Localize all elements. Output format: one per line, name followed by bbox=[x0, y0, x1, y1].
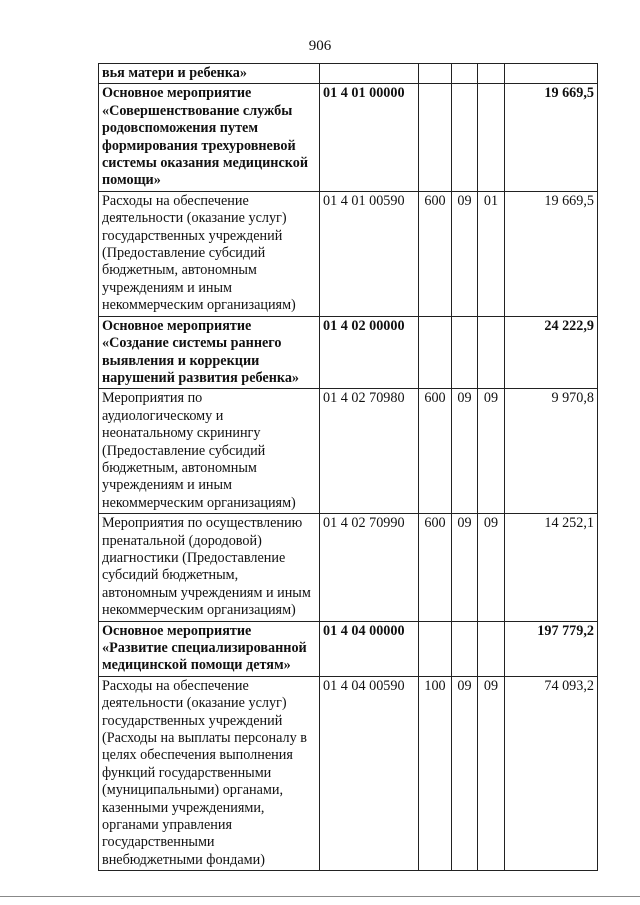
row-subsection-cell: 09 bbox=[478, 389, 505, 514]
row-code-cell: 01 4 02 70990 bbox=[320, 514, 419, 621]
table-row bbox=[99, 621, 598, 676]
row-expense-type-cell: 600 bbox=[419, 514, 452, 621]
row-name-cell: Основное мероприятие «Развитие специализированной медицинской помощи детям» bbox=[99, 621, 320, 676]
row-section-cell bbox=[452, 621, 478, 676]
row-expense-type-cell bbox=[419, 64, 452, 84]
row-code-cell: 01 4 02 00000 bbox=[320, 316, 419, 389]
row-subsection-cell bbox=[478, 64, 505, 84]
budget-table-body bbox=[99, 64, 598, 871]
row-name-cell: вья матери и ребенка» bbox=[99, 64, 320, 84]
row-code-cell: 01 4 02 70980 bbox=[320, 389, 419, 514]
row-expense-type-cell: 600 bbox=[419, 389, 452, 514]
row-section-cell bbox=[452, 64, 478, 84]
row-subsection-cell bbox=[478, 621, 505, 676]
row-sum-cell bbox=[505, 64, 598, 84]
row-name-cell: Основное мероприятие «Создание системы раннего выявления и коррекции нарушений развития ребенка» bbox=[99, 316, 320, 389]
row-name-cell: Расходы на обеспечение деятельности (оказание услуг) государственных учреждений (Расходы на выплаты персоналу в целях обеспечения выполнения функций государственными (муниципальными) органами, казенными учреждениями, органами управления государственными внебюджетными фондами) bbox=[99, 676, 320, 870]
page-bottom-divider bbox=[0, 896, 640, 897]
row-code-cell: 01 4 04 00000 bbox=[320, 621, 419, 676]
row-expense-type-cell bbox=[419, 316, 452, 389]
row-section-cell: 09 bbox=[452, 389, 478, 514]
row-sum-cell: 9 970,8 bbox=[505, 389, 598, 514]
row-expense-type-cell: 100 bbox=[419, 676, 452, 870]
row-code-cell: 01 4 04 00590 bbox=[320, 676, 419, 870]
row-subsection-cell bbox=[478, 316, 505, 389]
row-subsection-cell: 09 bbox=[478, 676, 505, 870]
row-code-cell: 01 4 01 00000 bbox=[320, 84, 419, 191]
page-number: 906 bbox=[308, 38, 332, 54]
table-row bbox=[99, 514, 598, 621]
row-section-cell bbox=[452, 84, 478, 191]
row-subsection-cell bbox=[478, 84, 505, 191]
row-expense-type-cell bbox=[419, 84, 452, 191]
budget-table bbox=[98, 63, 598, 871]
table-row bbox=[99, 676, 598, 870]
row-name-cell: Мероприятия по осуществлению пренатальной (дородовой) диагностики (Предоставление субсидий бюджетным, автономным учреждениям и иным некоммерческим организациям) bbox=[99, 514, 320, 621]
row-expense-type-cell: 600 bbox=[419, 191, 452, 316]
row-subsection-cell: 01 bbox=[478, 191, 505, 316]
row-sum-cell: 19 669,5 bbox=[505, 84, 598, 191]
row-name-cell: Расходы на обеспечение деятельности (оказание услуг) государственных учреждений (Предоставление субсидий бюджетным, автономным учреждениям и иным некоммерческим организациям) bbox=[99, 191, 320, 316]
row-section-cell: 09 bbox=[452, 191, 478, 316]
row-sum-cell: 14 252,1 bbox=[505, 514, 598, 621]
row-subsection-cell: 09 bbox=[478, 514, 505, 621]
row-code-cell bbox=[320, 64, 419, 84]
row-section-cell bbox=[452, 316, 478, 389]
row-sum-cell: 74 093,2 bbox=[505, 676, 598, 870]
row-sum-cell: 19 669,5 bbox=[505, 191, 598, 316]
row-expense-type-cell bbox=[419, 621, 452, 676]
row-code-cell: 01 4 01 00590 bbox=[320, 191, 419, 316]
row-sum-cell: 197 779,2 bbox=[505, 621, 598, 676]
row-name-cell: Мероприятия по аудиологическому и неонатальному скринингу (Предоставление субсидий бюджетным, автономным учреждениям и иным некоммерческим организациям) bbox=[99, 389, 320, 514]
table-row bbox=[99, 389, 598, 514]
row-section-cell: 09 bbox=[452, 676, 478, 870]
row-sum-cell: 24 222,9 bbox=[505, 316, 598, 389]
table-row bbox=[99, 84, 598, 191]
row-name-cell: Основное мероприятие «Совершенствование службы родовспоможения путем формирования трехуровневой системы оказания медицинской помощи» bbox=[99, 84, 320, 191]
table-row bbox=[99, 316, 598, 389]
table-row bbox=[99, 64, 598, 84]
row-section-cell: 09 bbox=[452, 514, 478, 621]
table-row bbox=[99, 191, 598, 316]
